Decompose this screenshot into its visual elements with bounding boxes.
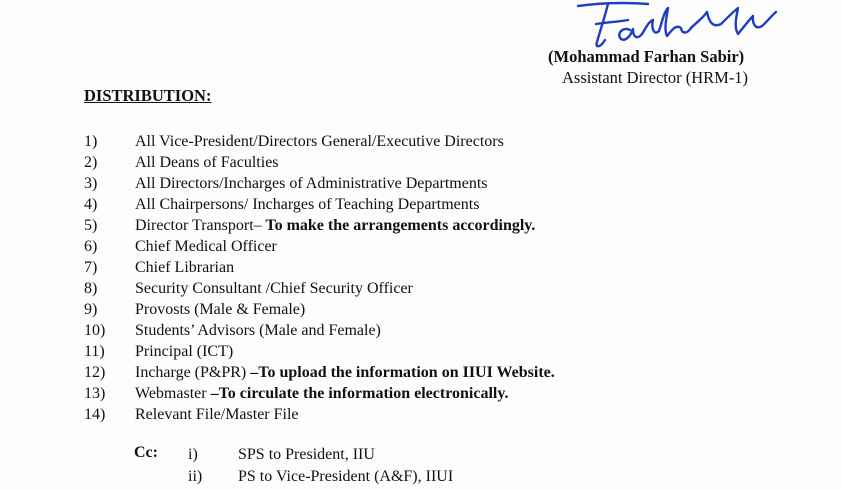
distribution-item-text — [135, 173, 488, 194]
distribution-item-text — [135, 194, 479, 215]
distribution-item-number: 7) — [84, 259, 98, 276]
distribution-item-number: 5) — [84, 217, 98, 234]
recipient: Relevant File/Master File — [135, 406, 299, 423]
recipient: All Deans of Faculties — [135, 154, 279, 171]
recipient: Chief Medical Officer — [135, 238, 277, 255]
distribution-item-text — [135, 131, 504, 152]
recipient: All Vice-President/Directors General/Executive Directors — [135, 133, 504, 150]
instruction-note: –To circulate the information electronically. — [210, 385, 509, 402]
distribution-item-text — [135, 299, 305, 320]
cc-label: Cc: — [134, 444, 158, 461]
signer-title: Assistant Director (HRM-1) — [562, 68, 749, 87]
distribution-item-text — [135, 341, 233, 362]
distribution-item-text — [135, 236, 277, 257]
distribution-item-number: 2) — [84, 154, 98, 171]
recipient: Provosts (Male & Female) — [135, 301, 306, 318]
distribution-item-number: 3) — [84, 175, 98, 192]
distribution-item-text — [135, 278, 413, 299]
recipient: All Chairpersons/ Incharges of Teaching Departments — [135, 196, 480, 213]
cc-item-text: PS to Vice-President (A&F), IIUI — [238, 468, 454, 485]
distribution-item-number: 10) — [84, 322, 106, 339]
distribution-heading: DISTRIBUTION: — [84, 86, 212, 105]
cc-item-number: i) — [188, 446, 198, 463]
distribution-item-number: 4) — [84, 196, 98, 213]
distribution-item-number: 11) — [84, 343, 105, 360]
distribution-item-number: 9) — [84, 301, 98, 318]
distribution-item-number: 13) — [84, 385, 106, 402]
recipient: Students’ Advisors (Male and Female) — [135, 322, 381, 339]
distribution-item-text — [135, 320, 381, 341]
distribution-item-number: 8) — [84, 280, 98, 297]
distribution-item-number: 14) — [84, 406, 106, 423]
distribution-item-number: 1) — [84, 133, 98, 150]
distribution-item-text — [135, 383, 508, 404]
cc-item-number: ii) — [188, 468, 203, 485]
instruction-note: –To upload the information on IIUI Website. — [250, 364, 555, 381]
distribution-item-text — [135, 152, 279, 173]
signer-name: (Mohammad Farhan Sabir) — [548, 47, 745, 66]
distribution-item-text — [135, 404, 299, 425]
recipient: Security Consultant /Chief Security Officer — [135, 280, 413, 297]
recipient: Webmaster — [135, 385, 211, 402]
cc-item-text: SPS to President, IIU — [238, 446, 375, 463]
recipient: Chief Librarian — [135, 259, 235, 276]
recipient: Principal (ICT) — [135, 343, 234, 360]
distribution-item-text — [135, 362, 555, 383]
recipient: Incharge (P&PR) — [135, 364, 251, 381]
distribution-item-text — [135, 257, 234, 278]
recipient: All Directors/Incharges of Administrative Departments — [135, 175, 488, 192]
recipient: Director Transport– — [135, 217, 262, 234]
distribution-item-number: 12) — [84, 364, 106, 381]
instruction-note: To make the arrangements accordingly. — [261, 217, 536, 234]
distribution-item-text — [135, 215, 535, 236]
distribution-item-number: 6) — [84, 238, 98, 255]
